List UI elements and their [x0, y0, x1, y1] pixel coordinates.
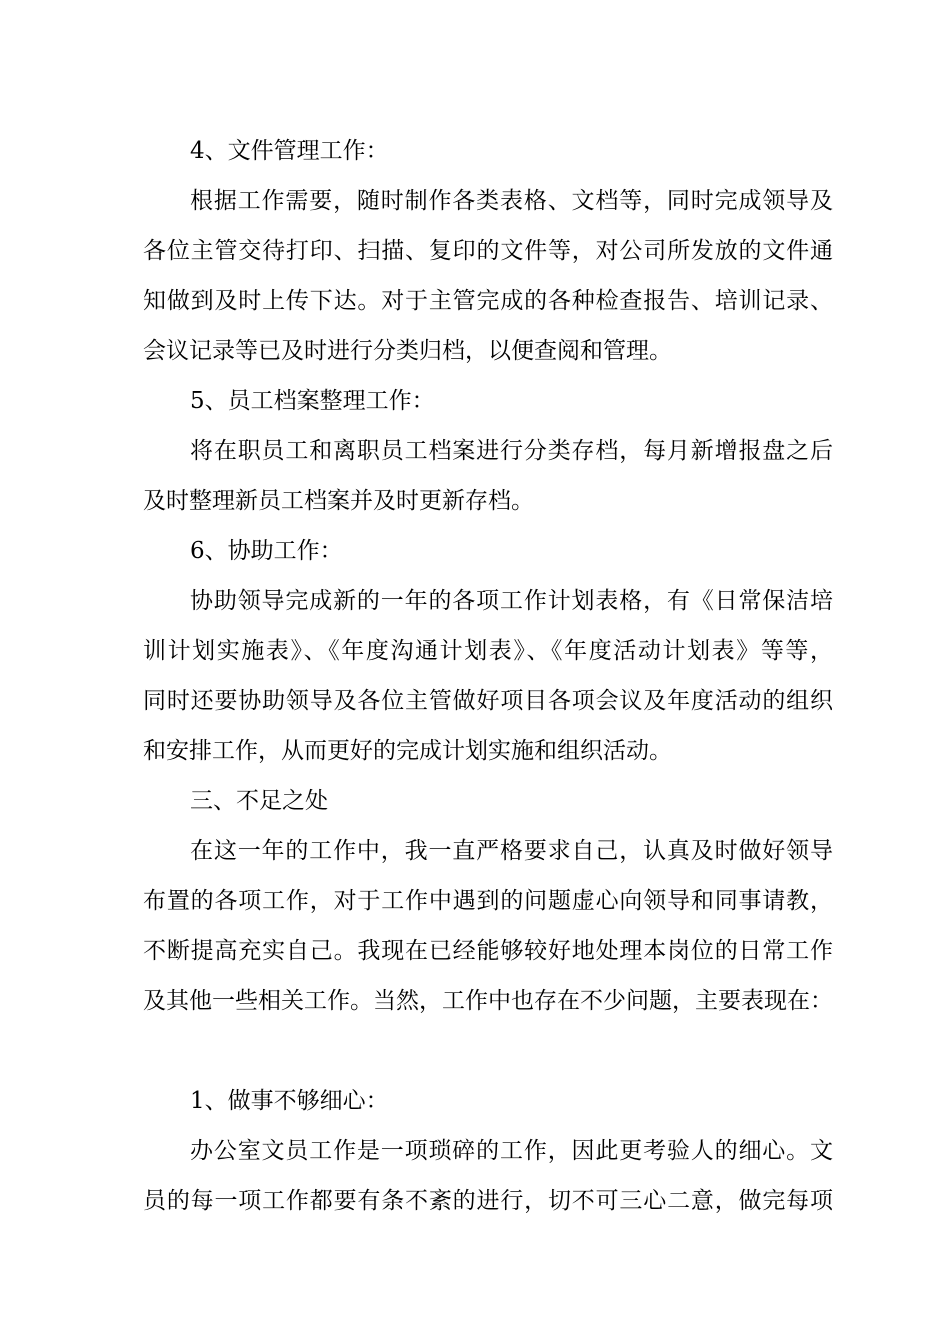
section-3-line-2: 布置的各项工作，对于工作中遇到的问题虚心向领导和同事请教， — [143, 888, 833, 914]
section-4-line-3: 知做到及时上传下达。对于主管完成的各种检查报告、培训记录、 — [143, 288, 833, 314]
section-4-line-4: 会议记录等已及时进行分类归档，以便查阅和管理。 — [143, 338, 672, 364]
section-3-line-3: 不断提高充实自己。我现在已经能够较好地处理本岗位的日常工作 — [143, 938, 833, 964]
section-6-heading: 6、协助工作： — [190, 538, 343, 564]
section-3-line-1: 在这一年的工作中，我一直严格要求自己，认真及时做好领导 — [190, 838, 833, 864]
section-5-heading: 5、员工档案整理工作： — [190, 388, 435, 414]
item-1-heading: 1、做事不够细心： — [190, 1088, 389, 1114]
section-6-line-2: 训计划实施表》、《年度沟通计划表》、《年度活动计划表》等等， — [143, 638, 833, 664]
section-4-line-2: 各位主管交待打印、扫描、复印的文件等，对公司所发放的文件通 — [143, 238, 833, 264]
item-1-line-1: 办公室文员工作是一项琐碎的工作，因此更考验人的细心。文 — [190, 1138, 833, 1164]
section-6-line-4: 和安排工作，从而更好的完成计划实施和组织活动。 — [143, 738, 672, 764]
section-5-line-1: 将在职员工和离职员工档案进行分类存档，每月新增报盘之后 — [190, 438, 833, 464]
item-1-line-2: 员的每一项工作都要有条不紊的进行，切不可三心二意，做完每项 — [143, 1188, 833, 1214]
section-3-heading: 三、不足之处 — [190, 788, 328, 814]
section-4-heading: 4、文件管理工作： — [190, 138, 389, 164]
section-6-line-1: 协助领导完成新的一年的各项工作计划表格，有《日常保洁培 — [190, 588, 833, 614]
section-5-line-2: 及时整理新员工档案并及时更新存档。 — [143, 488, 534, 514]
section-4-line-1: 根据工作需要，随时制作各类表格、文档等，同时完成领导及 — [190, 188, 833, 214]
section-3-line-4: 及其他一些相关工作。当然，工作中也存在不少问题，主要表现在： — [143, 988, 833, 1014]
section-6-line-3: 同时还要协助领导及各位主管做好项目各项会议及年度活动的组织 — [143, 688, 833, 714]
